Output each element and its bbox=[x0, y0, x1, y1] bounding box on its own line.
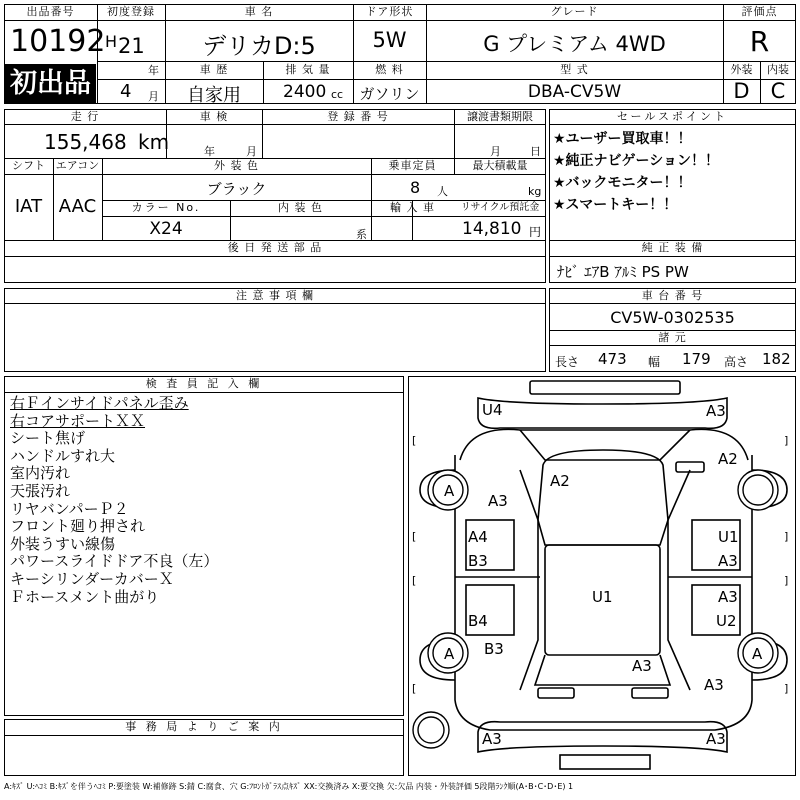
damage-mark: A3 bbox=[718, 552, 738, 570]
color-no-label: カラー No. bbox=[131, 201, 201, 214]
era: H bbox=[105, 32, 118, 51]
seats-label: 乗車定員 bbox=[388, 159, 437, 172]
model-code: DBA-CV5W bbox=[527, 82, 622, 102]
inspector-label: 検 査 員 記 入 欄 bbox=[145, 377, 263, 390]
year-unit: 年 bbox=[148, 64, 159, 77]
color-label: 外 装 色 bbox=[214, 159, 259, 172]
inspector-note: Ｆホースメント曲がり bbox=[10, 587, 160, 606]
damage-mark: A bbox=[444, 482, 455, 500]
damage-mark: U1 bbox=[718, 528, 739, 546]
damage-mark: A2 bbox=[550, 472, 570, 490]
sales-item: ★ユーザー買取車！！ bbox=[553, 131, 692, 147]
damage-mark: U1 bbox=[592, 588, 613, 606]
shift-label: シフト bbox=[12, 159, 45, 172]
ac: AAC bbox=[58, 196, 97, 217]
fuel-label: 燃 料 bbox=[375, 63, 404, 76]
int-label: 内装 bbox=[767, 63, 789, 76]
int-grade: C bbox=[770, 79, 786, 103]
inspector-note: フロント廻り押され bbox=[10, 517, 146, 536]
svg-text:[: [ bbox=[412, 574, 417, 587]
ext-grade: D bbox=[733, 79, 750, 103]
reg-label: 初度登録 bbox=[107, 5, 155, 18]
import-label: 輸 入 車 bbox=[390, 201, 435, 214]
seats: 8 bbox=[410, 178, 421, 197]
sales-label: セールスポイント bbox=[616, 110, 728, 123]
damage-mark: U4 bbox=[482, 401, 503, 419]
damage-mark: A3 bbox=[632, 657, 652, 675]
score-label: 評価点 bbox=[741, 5, 778, 18]
sales-list bbox=[553, 128, 719, 216]
inspector-note: ハンドルすれ大 bbox=[10, 446, 116, 465]
damage-mark: A bbox=[752, 645, 763, 663]
displacement-label: 排 気 量 bbox=[285, 63, 331, 76]
chassis-number: CV5W-0302535 bbox=[610, 308, 735, 327]
plate-label: 登 録 番 号 bbox=[327, 110, 389, 123]
reg-month: 4 bbox=[120, 81, 132, 102]
body-color: ブラック bbox=[206, 180, 267, 198]
int-color-unit: 系 bbox=[356, 228, 367, 241]
grade: G プレミアム 4WD bbox=[483, 32, 666, 56]
svg-text:]: ] bbox=[784, 434, 789, 447]
office-label: 事 務 局 よ り ご 案 内 bbox=[125, 720, 283, 733]
mileage-label: 走 行 bbox=[70, 110, 100, 123]
width-label: 幅 bbox=[648, 355, 661, 369]
load-label: 最大積載量 bbox=[472, 159, 528, 172]
damage-mark: A3 bbox=[706, 402, 726, 420]
height: 182 bbox=[762, 350, 791, 368]
inspector-lines bbox=[10, 395, 218, 606]
door-type: 5W bbox=[372, 28, 407, 52]
inspector-note: 室内汚れ bbox=[10, 464, 71, 483]
svg-text:[: [ bbox=[412, 682, 417, 695]
ac-label: エアコン bbox=[55, 159, 100, 172]
damage-mark: A2 bbox=[718, 450, 738, 468]
sales-item: ★スマートキー！！ bbox=[553, 197, 678, 213]
width: 179 bbox=[682, 350, 711, 368]
door-label: ドア形状 bbox=[365, 5, 414, 18]
recycle-label: リサイクル預託金 bbox=[460, 202, 540, 213]
car-outline bbox=[408, 376, 796, 776]
chassis-label: 車 台 番 号 bbox=[641, 289, 704, 302]
caution-label: 注 意 事 項 欄 bbox=[236, 289, 314, 302]
reg-year: 21 bbox=[118, 34, 145, 58]
equipment: ﾅﾋﾞ ｴｱB ｱﾙﾐ PS PW bbox=[557, 263, 689, 281]
damage-mark: A3 bbox=[482, 730, 502, 748]
ext-label: 外装 bbox=[730, 63, 753, 76]
score: R bbox=[749, 25, 770, 58]
mileage: 155,468 bbox=[44, 130, 127, 154]
inspection-month-unit: 月 bbox=[246, 145, 257, 158]
inspector-note: 天張汚れ bbox=[10, 481, 71, 500]
fuel: ガソリン bbox=[359, 85, 420, 103]
inspection-year-unit: 年 bbox=[204, 145, 215, 158]
damage-mark: B3 bbox=[484, 640, 504, 658]
month-unit: 月 bbox=[148, 90, 159, 103]
history: 自家用 bbox=[187, 85, 241, 106]
sales-item: ★純正ナビゲーション！！ bbox=[553, 153, 719, 169]
inspector-note: 外装うすい線傷 bbox=[10, 534, 116, 553]
recycle-unit: 円 bbox=[529, 225, 542, 239]
load-unit: kg bbox=[528, 185, 542, 198]
damage-mark: B3 bbox=[468, 552, 488, 570]
inspection-label: 車 検 bbox=[199, 110, 229, 123]
inspector-note: 右Ｆインサイドパネル歪み bbox=[10, 394, 189, 412]
length: 473 bbox=[598, 350, 627, 368]
svg-text:]: ] bbox=[784, 682, 789, 695]
legend: A:ｷｽﾞ U:ﾍｺﾐ B:ｷｽﾞを伴うﾍｺﾐ P:要塗装 W:補修跡 S:錆 C:腐食、穴 G:ﾌﾛﾝﾄｶﾞﾗｽ点ｷｽﾞ XX:交換済み X:要交換 欠:欠品 内装・外装評価 5段階ﾗﾝｸ順(A･B･C･D･E) 1 bbox=[4, 782, 574, 791]
damage-mark: A3 bbox=[706, 730, 726, 748]
grade-label: グレード bbox=[550, 5, 599, 18]
equipment-label: 純 正 装 備 bbox=[641, 241, 704, 254]
height-label: 高さ bbox=[724, 355, 749, 369]
displacement-unit: cc bbox=[331, 88, 344, 101]
inspector-note: 右コアサポートＸＸ bbox=[10, 411, 146, 430]
int-color-label: 内 装 色 bbox=[278, 201, 323, 214]
lot-number: 10192 bbox=[10, 24, 106, 59]
damage-mark: A4 bbox=[468, 528, 488, 546]
parts-label: 後 日 発 送 部 品 bbox=[227, 241, 323, 254]
displacement: 2400 bbox=[283, 82, 327, 102]
inspector-note: リヤバンパーＰ２ bbox=[10, 499, 129, 518]
damage-mark: A3 bbox=[488, 492, 508, 510]
damage-mark: A3 bbox=[704, 676, 724, 694]
lot-label: 出品番号 bbox=[26, 5, 75, 18]
transfer-label: 譲渡書類期限 bbox=[467, 110, 533, 123]
specs-label: 諸 元 bbox=[658, 331, 687, 344]
svg-text:]: ] bbox=[784, 530, 789, 543]
damage-mark: U2 bbox=[716, 612, 737, 630]
history-label: 車 歴 bbox=[199, 63, 229, 76]
length-label: 長さ bbox=[555, 355, 580, 369]
seats-unit: 人 bbox=[437, 185, 448, 198]
color-no: X24 bbox=[149, 219, 183, 239]
transfer-day-unit: 日 bbox=[530, 145, 541, 158]
damage-mark: B4 bbox=[468, 612, 488, 630]
transfer-month-unit: 月 bbox=[490, 145, 501, 158]
recycle-fee: 14,810 bbox=[462, 219, 522, 239]
svg-text:[: [ bbox=[412, 530, 417, 543]
car-name-label: 車 名 bbox=[244, 5, 274, 18]
svg-text:[: [ bbox=[412, 434, 417, 447]
shift: IAT bbox=[14, 196, 43, 217]
mileage-unit: km bbox=[138, 130, 170, 154]
sales-item: ★バックモニター！！ bbox=[553, 175, 692, 191]
damage-mark: A3 bbox=[718, 588, 738, 606]
car-name: デリカD:5 bbox=[202, 32, 316, 60]
damage-mark: A bbox=[444, 645, 455, 663]
model-label: 型 式 bbox=[560, 63, 589, 76]
inspector-note: パワースライドドア不良（左） bbox=[10, 552, 219, 571]
inspector-note: キーシリンダーカバーＸ bbox=[10, 569, 174, 588]
svg-text:]: ] bbox=[784, 574, 789, 587]
first-listing-badge: 初出品 bbox=[5, 64, 96, 103]
inspector-note: シート焦げ bbox=[10, 429, 86, 448]
